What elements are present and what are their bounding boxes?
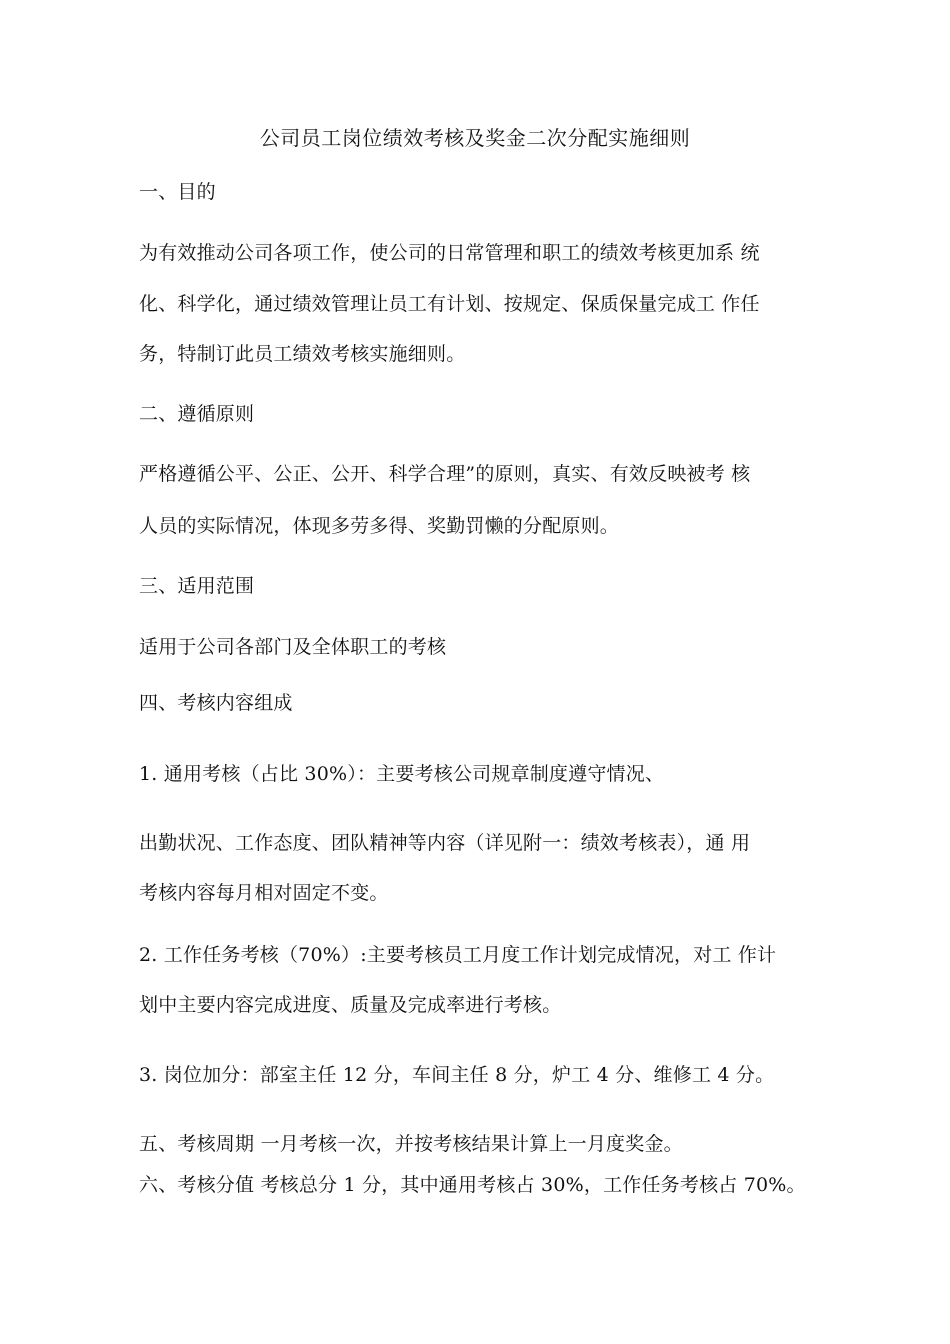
- list-item-line: 2. 工作任务考核（70%）:主要考核员工月度工作计划完成情况，对工 作计: [139, 944, 777, 966]
- paragraph-line: 为有效推动公司各项工作，使公司的日常管理和职工的绩效考核更加系 统: [139, 242, 760, 264]
- section-heading-principles: 二、遵循原则: [139, 403, 255, 425]
- section-heading-scope: 三、适用范围: [139, 575, 255, 597]
- list-item-line: 3. 岗位加分：部室主任 12 分，车间主任 8 分，炉工 4 分、维修工 4 分。: [139, 1064, 775, 1086]
- section-line-cycle: 五、考核周期 一月考核一次，并按考核结果计算上一月度奖金。: [139, 1133, 683, 1155]
- paragraph-line: 务，特制订此员工绩效考核实施细则。: [139, 343, 466, 365]
- document-title: 公司员工岗位绩效考核及奖金二次分配实施细则: [259, 126, 691, 150]
- list-item-line: 考核内容每月相对固定不变。: [139, 882, 389, 904]
- section-heading-content: 四、考核内容组成: [139, 692, 293, 714]
- paragraph-line: 化、科学化，通过绩效管理让员工有计划、按规定、保质保量完成工 作任: [139, 293, 760, 315]
- section-line-score: 六、考核分值 考核总分 1 分，其中通用考核占 30%，工作任务考核占 70%。: [139, 1174, 806, 1196]
- paragraph-line: 人员的实际情况，体现多劳多得、奖勤罚懒的分配原则。: [139, 515, 620, 537]
- paragraph-line: 适用于公司各部门及全体职工的考核: [139, 636, 447, 658]
- list-item-line: 1. 通用考核（占比 30%）：主要考核公司规章制度遵守情况、: [139, 763, 665, 785]
- paragraph-line: 严格遵循公平、公正、公开、科学合理”的原则，真实、有效反映被考 核: [139, 463, 751, 485]
- list-item-line: 出勤状况、工作态度、团队精神等内容（详见附一：绩效考核表），通 用: [139, 832, 751, 854]
- section-heading-purpose: 一、目的: [139, 181, 216, 203]
- list-item-line: 划中主要内容完成进度、质量及完成率进行考核。: [139, 994, 562, 1016]
